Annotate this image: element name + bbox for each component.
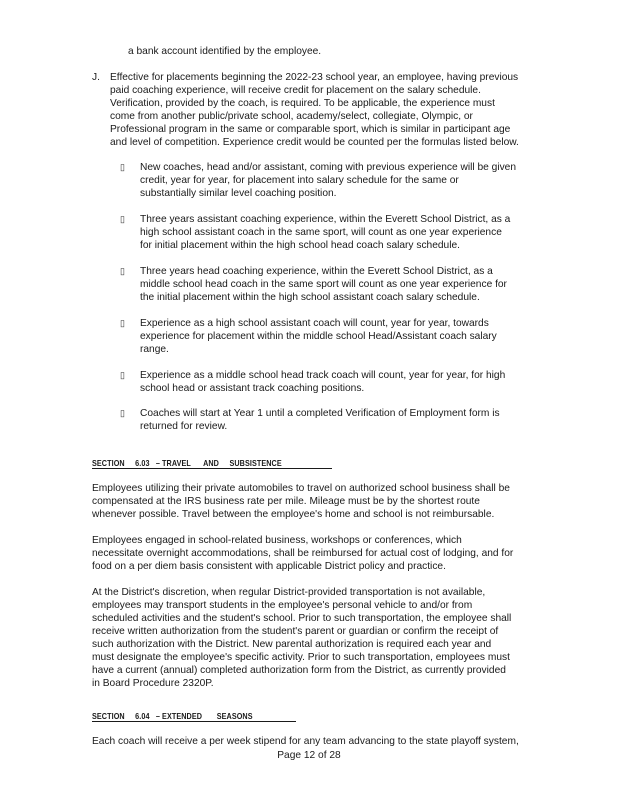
text-line: Professional program in the same or comparable sport, which is similar in participant age [110, 124, 511, 135]
text-line: At the District's discretion, when regular District-provided transportation is not available, [92, 587, 486, 598]
text-line: Effective for placements beginning the 2022-23 school year, an employee, having previous [110, 72, 519, 83]
bullet-line: Experience as a high school assistant coach will count, year for year, towards [140, 318, 489, 329]
bullet-line: substantially similar level coaching position. [140, 188, 337, 199]
bullet-line: the initial placement within the high school assistant coach salary schedule. [140, 292, 480, 303]
missing-glyph-box-icon: ▯ [120, 214, 125, 224]
item-letter: J. [92, 72, 100, 83]
text-line: food on a per diem basis consistent with applicable District policy and practice. [92, 561, 446, 572]
missing-glyph-box-icon: ▯ [120, 408, 125, 418]
text-line: Verification, provided by the coach, is required. To be applicable, the experience must [110, 98, 495, 109]
text-line: come from another public/private school, academy/select, collegiate, Olympic, or [110, 111, 473, 122]
text-line: have a current (annual) completed authorization form from the District, as currently provided [92, 665, 506, 676]
missing-glyph-box-icon: ▯ [120, 162, 125, 172]
missing-glyph-box-icon: ▯ [120, 318, 125, 328]
missing-glyph-box-icon: ▯ [120, 266, 125, 276]
text-line: in Board Procedure 2320P. [92, 678, 214, 689]
intro-line: a bank account identified by the employee. [128, 46, 322, 57]
bullet-line: high school assistant coach in the same sport, will count as one year experience [140, 227, 502, 238]
page-number-footer: Page 12 of 28 [277, 750, 341, 761]
heading-underline [92, 468, 332, 469]
text-line: necessitate overnight accommodations, shall be reimbursed for actual cost of lodging, and for [92, 548, 514, 559]
bullet-line: Three years assistant coaching experience, within the Everett School District, as a [140, 214, 511, 225]
heading-underline [92, 721, 296, 722]
text-line: paid coaching experience, will receive credit for placement on the salary schedule. [110, 85, 481, 96]
bullet-line: New coaches, head and/or assistant, coming with previous experience will be given [140, 162, 517, 173]
bullet-line: range. [140, 344, 169, 355]
text-line: must designate the employee's specific activity. Prior to such transportation, employees must [92, 652, 510, 663]
bullet-line: Experience as a middle school head track coach will count, year for year, for high [140, 370, 506, 381]
text-line: Each coach will receive a per week stipend for any team advancing to the state playoff system, [92, 736, 519, 747]
text-line: receive written authorization from the student's parent or guardian or confirm the receipt of [92, 626, 499, 637]
bullet-line: Three years head coaching experience, within the Everett School District, as a [140, 266, 493, 277]
text-line: compensated at the IRS business rate per mile. Mileage must be by the shortest route [92, 496, 480, 507]
bullet-line: middle school head coach in the same sport will count as one year experience for [140, 279, 507, 290]
text-line: whenever possible. Travel between the employee's home and school is not reimbursable. [92, 509, 495, 520]
text-line: scheduled activities and the student's school. Prior to such transportation, the employee shall [92, 613, 512, 624]
bullet-line: credit, year for year, for placement into salary schedule for the same or [140, 175, 459, 186]
bullet-line: for initial placement within the high school head coach salary schedule. [140, 240, 460, 251]
bullet-line: Coaches will start at Year 1 until a completed Verification of Employment form is [140, 408, 500, 419]
text-line: Employees engaged in school-related business, workshops or conferences, which [92, 535, 462, 546]
text-line: and level of competition. Experience credit would be counted per the formulas listed below. [110, 137, 519, 148]
missing-glyph-box-icon: ▯ [120, 370, 125, 380]
section-heading-6-03: SECTION 6.03 – TRAVEL AND SUBSISTENCE [92, 458, 282, 468]
bullet-line: school head or assistant track coaching positions. [140, 383, 365, 394]
text-line: employees may transport students in the employee's personal vehicle to and/or from [92, 600, 473, 611]
section-heading-6-04: SECTION 6.04 – EXTENDED SEASONS [92, 711, 253, 721]
text-line: Employees utilizing their private automobiles to travel on authorized school business shall be [92, 483, 510, 494]
text-line: such authorization with the District. New parental authorization is required each year and [92, 639, 492, 650]
bullet-line: experience for placement within the middle school Head/Assistant coach salary [140, 331, 497, 342]
bullet-line: returned for review. [140, 421, 228, 432]
